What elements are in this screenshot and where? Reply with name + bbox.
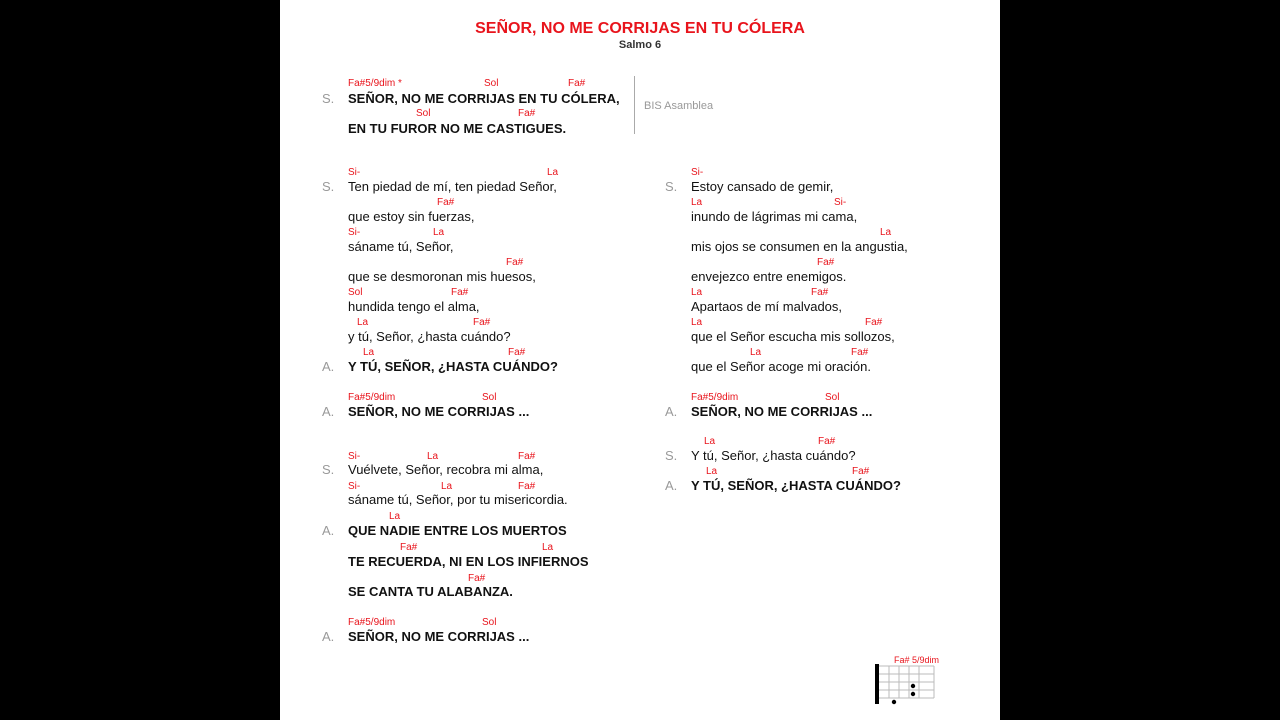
- chord: Fa#: [468, 573, 486, 584]
- section-marker: A.: [322, 629, 335, 644]
- lyric-line: hundida tengo el alma,: [348, 299, 480, 314]
- lyric-line: TE RECUERDA, NI EN LOS INFIERNOS: [348, 554, 589, 569]
- lyric-line: EN TU FUROR NO ME CASTIGUES.: [348, 121, 567, 136]
- section-marker: S.: [322, 179, 335, 194]
- chord: La: [542, 542, 554, 553]
- chord: Fa#: [865, 317, 883, 328]
- chord: Sol: [482, 392, 497, 403]
- lyric-line: Y TÚ, SEÑOR, ¿HASTA CUÁNDO?: [348, 359, 558, 374]
- guitar-chord-diagram-icon: [874, 654, 944, 706]
- lyric-line: inundo de lágrimas mi cama,: [691, 209, 858, 224]
- lyric-line: mis ojos se consumen en la angustia,: [691, 239, 908, 254]
- bis-note: BIS Asamblea: [644, 100, 714, 112]
- lyric-line: Apartaos de mí malvados,: [691, 299, 843, 314]
- lyric-line: sáname tú, Señor, por tu misericordia.: [348, 492, 568, 507]
- chord: La: [706, 466, 718, 477]
- chord: Fa#: [568, 78, 586, 89]
- lyric-line: SE CANTA TU ALABANZA.: [348, 584, 513, 599]
- chord: Si-: [348, 227, 361, 238]
- lyric-line: SEÑOR, NO ME CORRIJAS EN TU CÓLERA,: [348, 91, 620, 106]
- chord: Fa#: [851, 347, 869, 358]
- chord: Fa#: [437, 197, 455, 208]
- chord: Sol: [416, 108, 431, 119]
- chord: Fa#5/9dim: [691, 392, 739, 403]
- chord: Fa#: [451, 287, 469, 298]
- chord: Si-: [691, 167, 704, 178]
- lyric-line: que se desmoronan mis huesos,: [348, 269, 536, 284]
- chord: Fa#: [817, 257, 835, 268]
- chord: Fa#: [518, 108, 536, 119]
- lyric-line: envejezco entre enemigos.: [691, 269, 847, 284]
- chord: La: [389, 511, 401, 522]
- section-marker: S.: [665, 179, 678, 194]
- chord: La: [691, 317, 703, 328]
- lyric-line: Vuélvete, Señor, recobra mi alma,: [348, 462, 544, 477]
- chord: La: [704, 436, 716, 447]
- chord: Fa#5/9dim: [348, 392, 396, 403]
- lyric-line: SEÑOR, NO ME CORRIJAS ...: [348, 404, 530, 419]
- section-marker: A.: [322, 404, 335, 419]
- section-marker: A.: [322, 523, 335, 538]
- section-marker: A.: [322, 359, 335, 374]
- section-marker: A.: [665, 404, 678, 419]
- chord: La: [427, 451, 439, 462]
- chord: La: [441, 481, 453, 492]
- lyric-line: Y tú, Señor, ¿hasta cuándo?: [691, 448, 856, 463]
- chord: La: [691, 287, 703, 298]
- chord: Fa#: [518, 481, 536, 492]
- chord: Sol: [482, 617, 497, 628]
- lyrics-sheet: [280, 0, 1000, 720]
- chord: Fa#: [818, 436, 836, 447]
- chord: Si-: [348, 451, 361, 462]
- chord: La: [433, 227, 445, 238]
- chord: Fa#: [518, 451, 536, 462]
- chord: Si-: [834, 197, 847, 208]
- lyric-line: SEÑOR, NO ME CORRIJAS ...: [348, 629, 530, 644]
- lyric-line: QUE NADIE ENTRE LOS MUERTOS: [348, 523, 567, 538]
- chord: La: [750, 347, 762, 358]
- chord: Fa#: [400, 542, 418, 553]
- fretboard-icon: [874, 654, 944, 706]
- chord: Fa#5/9dim: [348, 617, 396, 628]
- chord: Sol: [484, 78, 499, 89]
- chord: La: [363, 347, 375, 358]
- chord: Fa#: [811, 287, 829, 298]
- lyric-line: Y TÚ, SEÑOR, ¿HASTA CUÁNDO?: [691, 478, 901, 493]
- song-subtitle: Salmo 6: [618, 39, 662, 51]
- section-marker: A.: [665, 478, 678, 493]
- chord: Fa#: [473, 317, 491, 328]
- chord: La: [547, 167, 559, 178]
- lyric-line: Estoy cansado de gemir,: [691, 179, 834, 194]
- chord: Fa#: [506, 257, 524, 268]
- section-marker: S.: [322, 462, 335, 477]
- chord: Si-: [348, 167, 361, 178]
- chord: Sol: [348, 287, 363, 298]
- chord: La: [880, 227, 892, 238]
- lyric-line: que el Señor acoge mi oración.: [691, 359, 871, 374]
- chord: Fa#: [508, 347, 526, 358]
- section-marker: S.: [665, 448, 678, 463]
- lyric-line: Ten piedad de mí, ten piedad Señor,: [348, 179, 557, 194]
- chord: Si-: [348, 481, 361, 492]
- chord: Fa#: [852, 466, 870, 477]
- lyric-line: sáname tú, Señor,: [348, 239, 454, 254]
- song-title: SEÑOR, NO ME CORRIJAS EN TU CÓLERA: [475, 20, 805, 37]
- chord: La: [691, 197, 703, 208]
- chord-diagram-label: Fa# 5/9dim: [894, 655, 940, 665]
- chord: Fa#5/9dim *: [348, 78, 402, 89]
- bis-divider: [634, 76, 635, 134]
- section-marker: S.: [322, 91, 335, 106]
- lyric-line: que estoy sin fuerzas,: [348, 209, 475, 224]
- lyric-line: y tú, Señor, ¿hasta cuándo?: [348, 329, 511, 344]
- chord: Sol: [825, 392, 840, 403]
- chord: La: [357, 317, 369, 328]
- lyric-line: SEÑOR, NO ME CORRIJAS ...: [691, 404, 873, 419]
- lyric-line: que el Señor escucha mis sollozos,: [691, 329, 895, 344]
